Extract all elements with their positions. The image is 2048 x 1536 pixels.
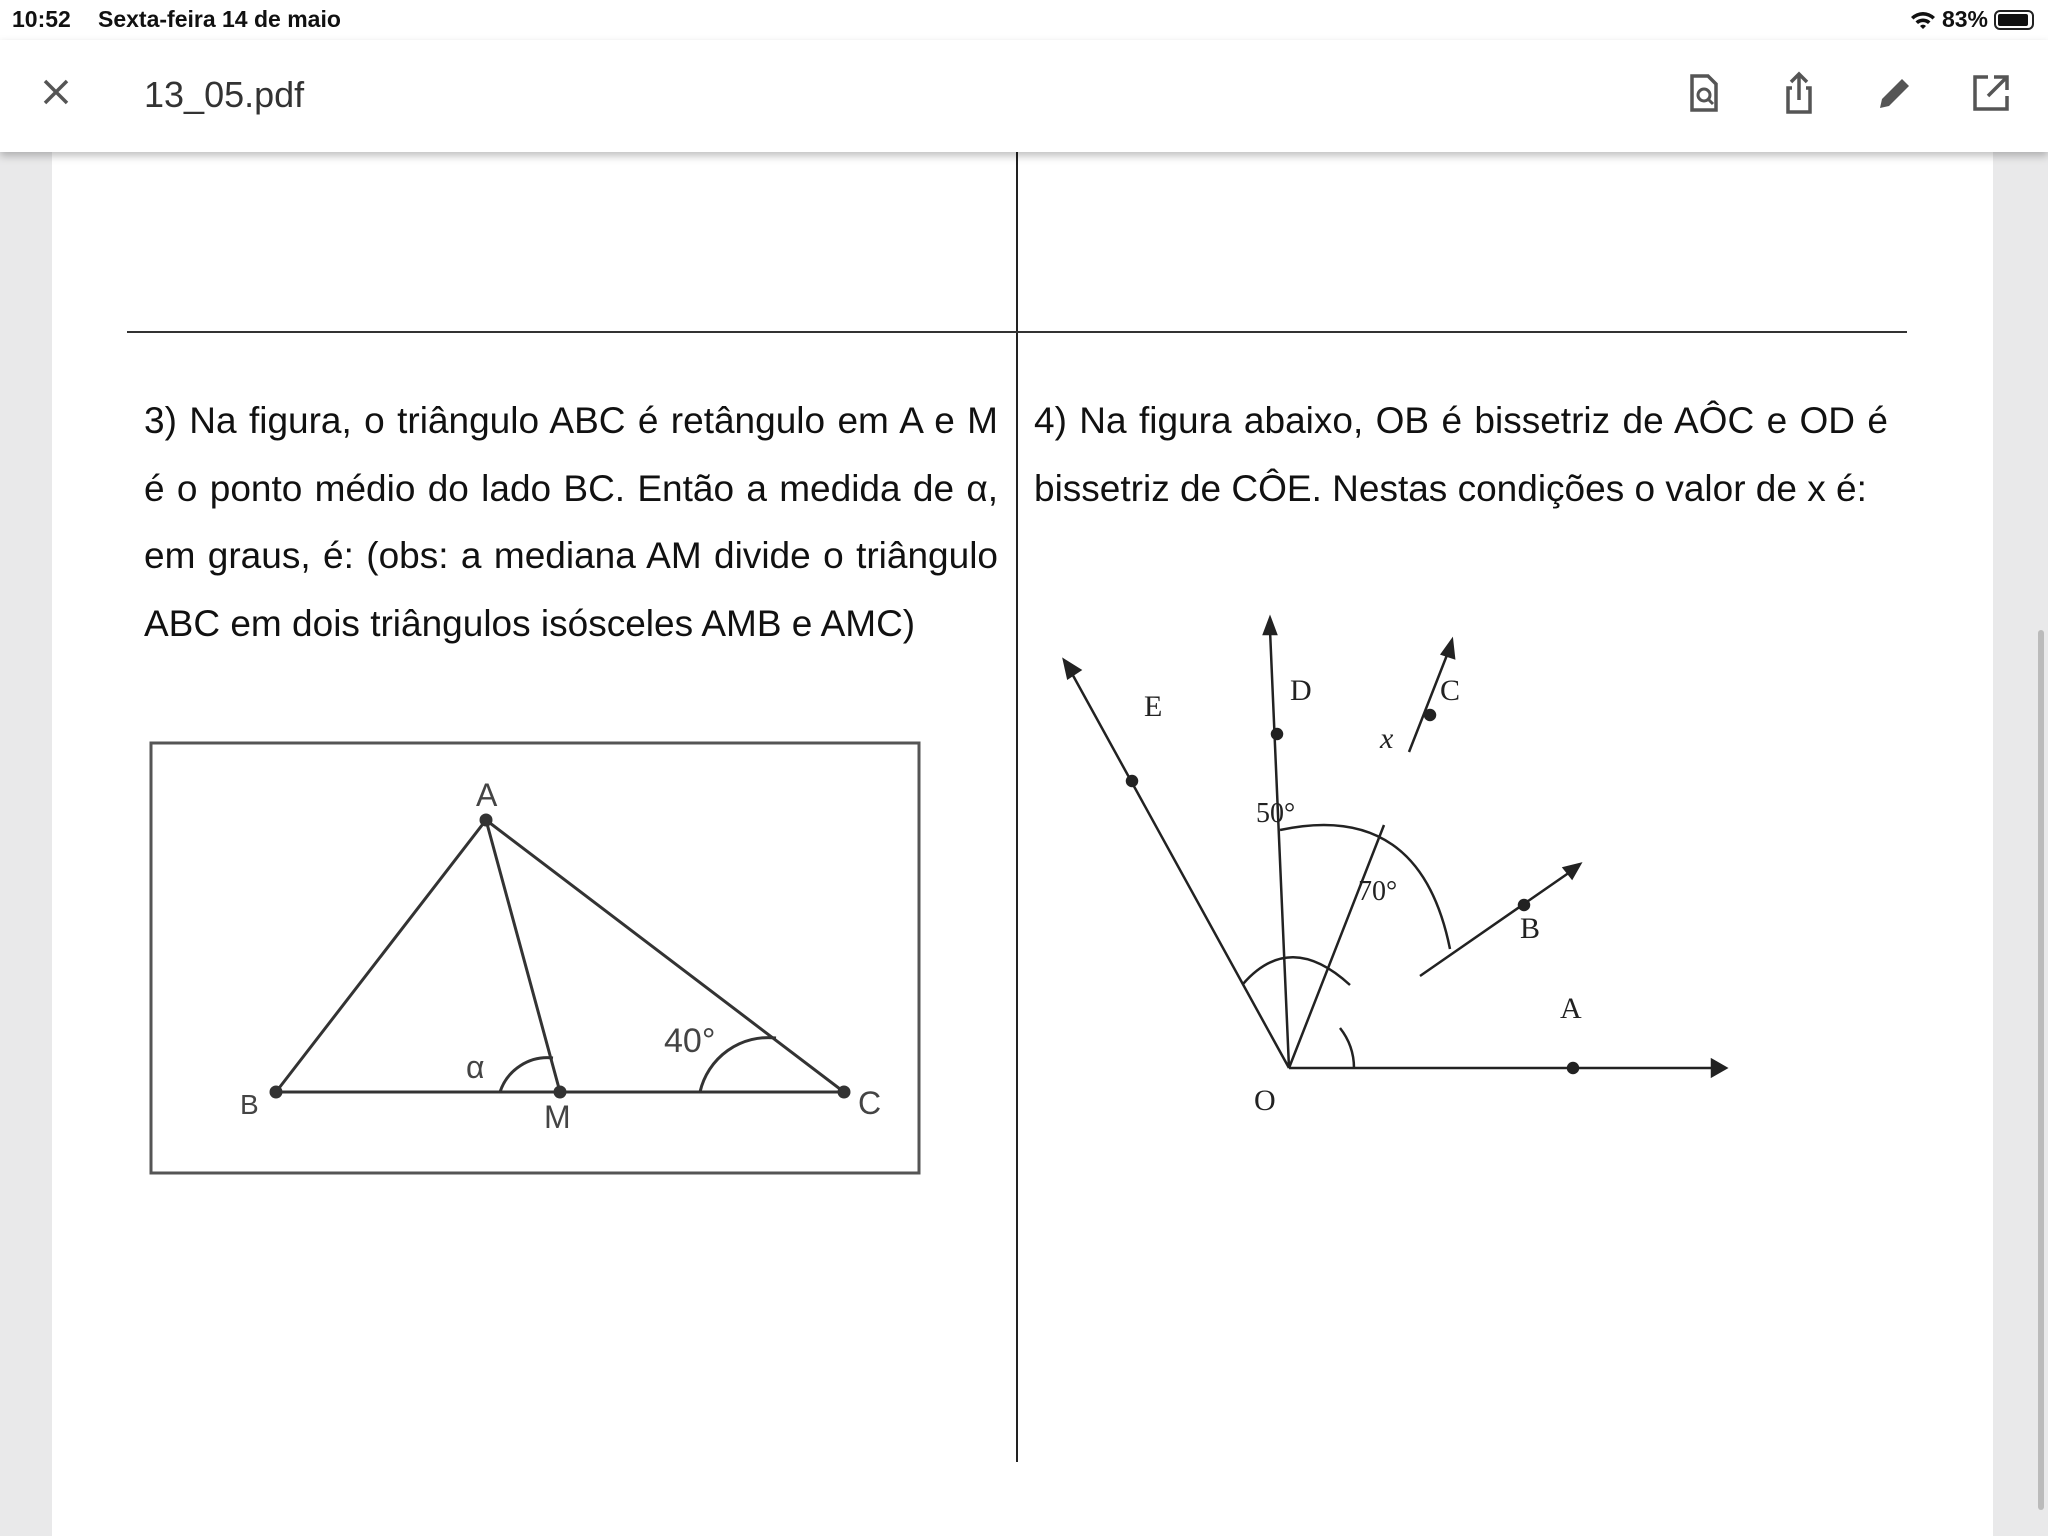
label-d: D [1290,674,1312,707]
search-document-icon[interactable] [1680,70,1726,116]
pencil-icon[interactable] [1872,70,1918,116]
label-40deg: 40° [664,1022,716,1060]
share-icon[interactable] [1776,70,1822,116]
angles-figure [1064,618,1726,1117]
label-x: x [1380,722,1394,755]
label-c: C [1440,674,1461,707]
label-70deg: 70° [1358,876,1398,907]
label-a: A [1560,992,1582,1025]
open-external-icon[interactable] [1968,70,2014,116]
label-b: B [1520,912,1541,945]
label-e: E [1144,690,1163,723]
document-title: 13_05.pdf [144,74,305,115]
close-icon[interactable] [36,72,76,112]
label-m: M [544,1099,571,1135]
question-3-text: 3) Na figura, o triângulo ABC é retângulo em A e M é o ponto médio do lado BC. Então a medida de α, em graus, é: (obs: a mediana AM divide o triângulo ABC em dois triângulos isósceles AMB e AMC) [144,400,998,644]
battery-percent: 83% [1941,6,1988,32]
label-a: A [476,777,498,813]
label-c: C [858,1085,882,1121]
label-b: B [240,1089,259,1120]
question-4-text: 4) Na figura abaixo, OB é bissetriz de AÔC e OD é bissetriz de CÔE. Nestas condições o valor de x é: [1034,400,1888,509]
pdf-toolbar [0,40,2048,152]
label-o: O [1254,1084,1276,1117]
status-time: 10:52 [12,6,71,32]
triangle-figure [151,743,919,1173]
status-date: Sexta-feira 14 de maio [98,6,341,32]
label-alpha: α [466,1049,485,1085]
label-50deg: 50° [1256,798,1296,829]
scrollbar[interactable] [2038,630,2044,1510]
